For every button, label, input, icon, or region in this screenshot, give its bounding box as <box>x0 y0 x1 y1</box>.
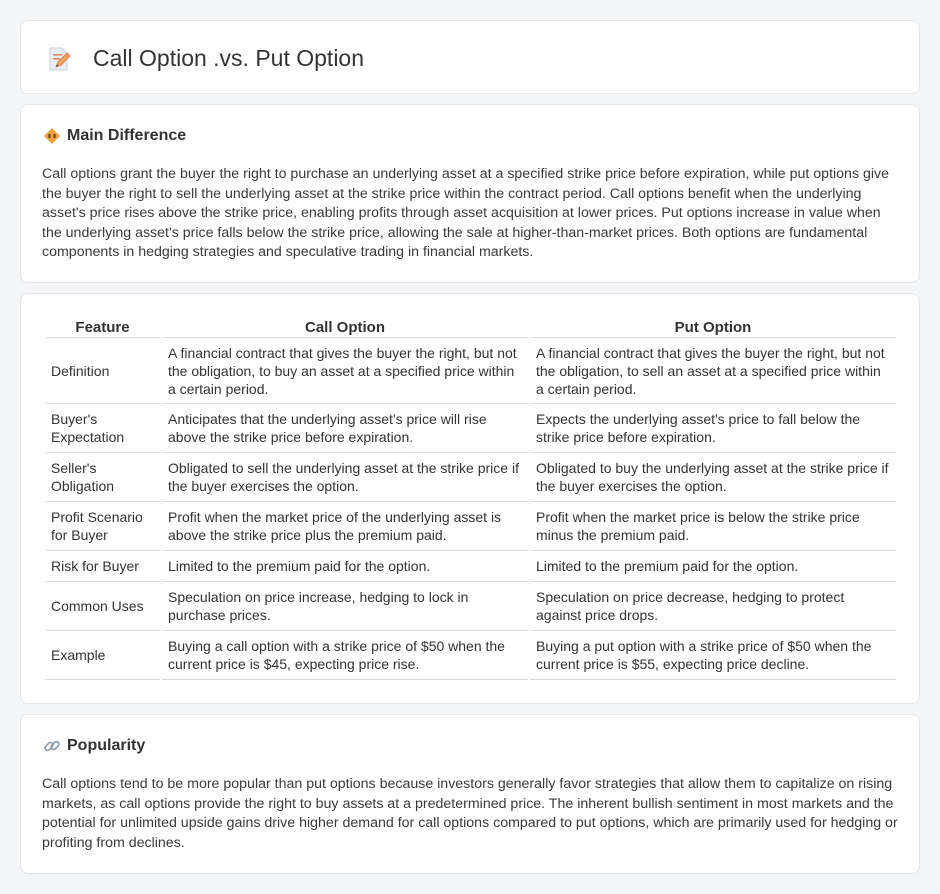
popularity-text: Call options tend to be more popular than put options because investors generally favor strategies that allow them to capitalize on rising markets, as call options provide the right to buy assets at a predetermined price. The inherent bullish sentiment in most markets and the potential for unlimited upside gains drive higher demand for call options compared to put options, which are primarily used for hedging or profiting from declines. <box>42 776 898 851</box>
table-row <box>45 553 896 582</box>
call-cell: Profit when the market price of the underlying asset is above the strike price plus the premium paid. <box>162 504 528 551</box>
header-feature: Feature <box>45 318 160 338</box>
call-cell: Speculation on price increase, hedging to lock in purchase prices. <box>162 584 528 631</box>
call-cell: Limited to the premium paid for the option. <box>162 553 528 582</box>
title-card <box>20 20 920 94</box>
call-cell: Buying a call option with a strike price of $50 when the current price is $45, expecting price rise. <box>162 633 528 680</box>
link-icon <box>43 737 61 755</box>
put-cell: Profit when the market price is below the strike price minus the premium paid. <box>530 504 896 551</box>
header-put-option: Put Option <box>530 318 896 338</box>
header-call-option: Call Option <box>162 318 528 338</box>
table-row <box>45 633 896 680</box>
feature-cell: Risk for Buyer <box>45 553 160 582</box>
put-cell: A financial contract that gives the buyer the right, but not the obligation, to sell an asset at a specified price within a certain period. <box>530 340 896 404</box>
feature-cell: Definition <box>45 340 160 404</box>
feature-cell: Seller's Obligation <box>45 455 160 502</box>
feature-cell: Common Uses <box>45 584 160 631</box>
put-cell: Buying a put option with a strike price of $50 when the current price is $55, expecting price decline. <box>530 633 896 680</box>
table-header-row <box>45 318 896 338</box>
document-edit-icon <box>47 46 71 72</box>
comparison-card <box>20 293 920 704</box>
table-row <box>45 406 896 453</box>
feature-cell: Profit Scenario for Buyer <box>45 504 160 551</box>
put-cell: Obligated to buy the underlying asset at the strike price if the buyer exercises the option. <box>530 455 896 502</box>
table-row <box>45 455 896 502</box>
call-cell: Obligated to sell the underlying asset at the strike price if the buyer exercises the option. <box>162 455 528 502</box>
main-difference-card <box>20 104 920 283</box>
page-title: Call Option .vs. Put Option <box>93 45 365 71</box>
main-difference-text: Call options grant the buyer the right to purchase an underlying asset at a specified strike price before expiration, while put options give the buyer the right to sell the underlying asset at the strike price within the contract period. Call options benefit when the underlying asset's price rises above the strike price, enabling profits through asset acquisition at lower prices. Put options increase in value when the underlying asset's price falls below the strike price, allowing the sale at higher-than-market prices. Both options are fundamental components in hedging strategies and speculative trading in financial markets. <box>42 166 890 261</box>
main-difference-title: Main Difference <box>67 127 187 144</box>
feature-cell: Example <box>45 633 160 680</box>
comparison-table <box>43 316 898 682</box>
feature-cell: Buyer's Expectation <box>45 406 160 453</box>
put-cell: Expects the underlying asset's price to fall below the strike price before expiration. <box>530 406 896 453</box>
popularity-card <box>20 714 920 874</box>
put-cell: Limited to the premium paid for the option. <box>530 553 896 582</box>
diamond-badge-icon <box>43 127 61 145</box>
put-cell: Speculation on price decrease, hedging to protect against price drops. <box>530 584 896 631</box>
call-cell: A financial contract that gives the buyer the right, but not the obligation, to buy an asset at a specified price within a certain period. <box>162 340 528 404</box>
call-cell: Anticipates that the underlying asset's price will rise above the strike price before expiration. <box>162 406 528 453</box>
table-row <box>45 340 896 404</box>
table-row <box>45 584 896 631</box>
popularity-title: Popularity <box>67 737 146 754</box>
table-row <box>45 504 896 551</box>
